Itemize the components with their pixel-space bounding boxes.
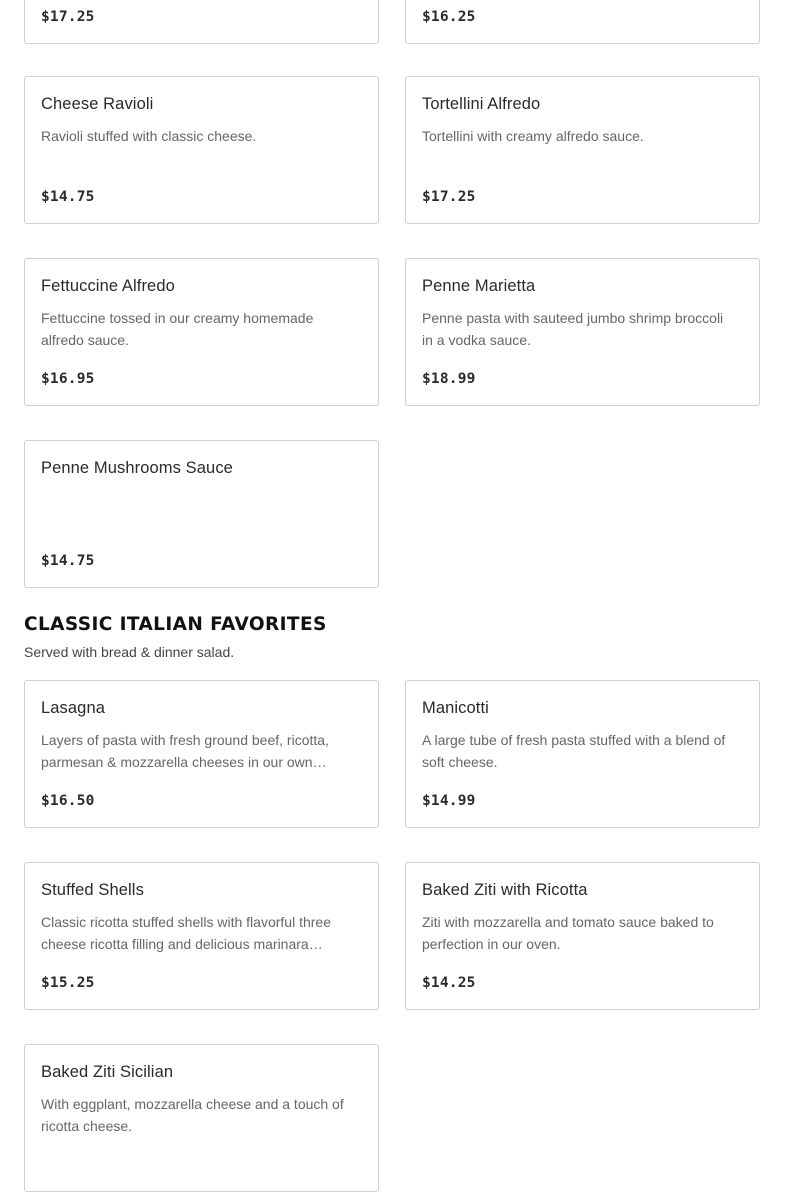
item-name: Baked Ziti Sicilian [41,1063,174,1081]
item-description: Penne pasta with sauteed jumbo shrimp broccoli in a vodka sauce. [422,310,724,348]
item-name: Baked Ziti with Ricotta [422,881,588,899]
item-name: Tortellini Alfredo [422,95,541,113]
section-title: CLASSIC ITALIAN FAVORITES [24,614,327,635]
item-name: Manicotti [422,699,489,717]
item-description: With eggplant, mozzarella cheese and a touch of ricotta cheese. [41,1096,344,1134]
item-name: Lasagna [41,699,106,717]
item-price: $16.95 [41,371,95,387]
item-name: Fettuccine Alfredo [41,277,175,295]
menu-item-card[interactable] [405,258,760,406]
item-name: Cheese Ravioli [41,95,154,113]
item-price: $14.75 [41,189,95,205]
menu-item-card[interactable] [24,440,379,588]
item-name: Stuffed Shells [41,881,144,899]
menu-item-card[interactable] [24,0,379,44]
item-description: A large tube of fresh pasta stuffed with a blend of soft cheese. [422,732,726,770]
item-description: Classic ricotta stuffed shells with flavorful three cheese ricotta filling and delicious marinara… [41,914,331,952]
item-price: $17.25 [41,9,95,25]
item-name: Penne Mushrooms Sauce [41,459,233,477]
item-description: Ravioli stuffed with classic cheese. [41,128,257,144]
menu-item-card[interactable] [405,862,760,1010]
item-price: $18.99 [422,371,476,387]
menu-item-card[interactable] [405,680,760,828]
item-description: Tortellini with creamy alfredo sauce. [422,128,644,144]
section-subtitle: Served with bread & dinner salad. [24,644,235,660]
item-price: $14.99 [422,793,476,809]
menu-item-card[interactable] [24,1044,379,1192]
item-price: $14.75 [41,553,95,569]
menu-item-card[interactable] [405,0,760,44]
item-description: Ziti with mozzarella and tomato sauce baked to perfection in our oven. [422,914,714,952]
item-description: Fettuccine tossed in our creamy homemade alfredo sauce. [41,310,314,348]
item-price: $16.25 [422,9,476,25]
item-price: $15.25 [41,975,95,991]
item-price: $14.25 [422,975,476,991]
item-name: Penne Marietta [422,277,536,295]
item-price: $16.50 [41,793,95,809]
menu-item-card[interactable] [24,258,379,406]
menu-item-card[interactable] [24,680,379,828]
menu-item-card[interactable] [24,862,379,1010]
item-description: Layers of pasta with fresh ground beef, ricotta, parmesan & mozzarella cheeses in our own… [41,732,329,770]
item-price: $17.25 [422,189,476,205]
menu-item-card[interactable] [24,76,379,224]
menu-item-card[interactable] [405,76,760,224]
